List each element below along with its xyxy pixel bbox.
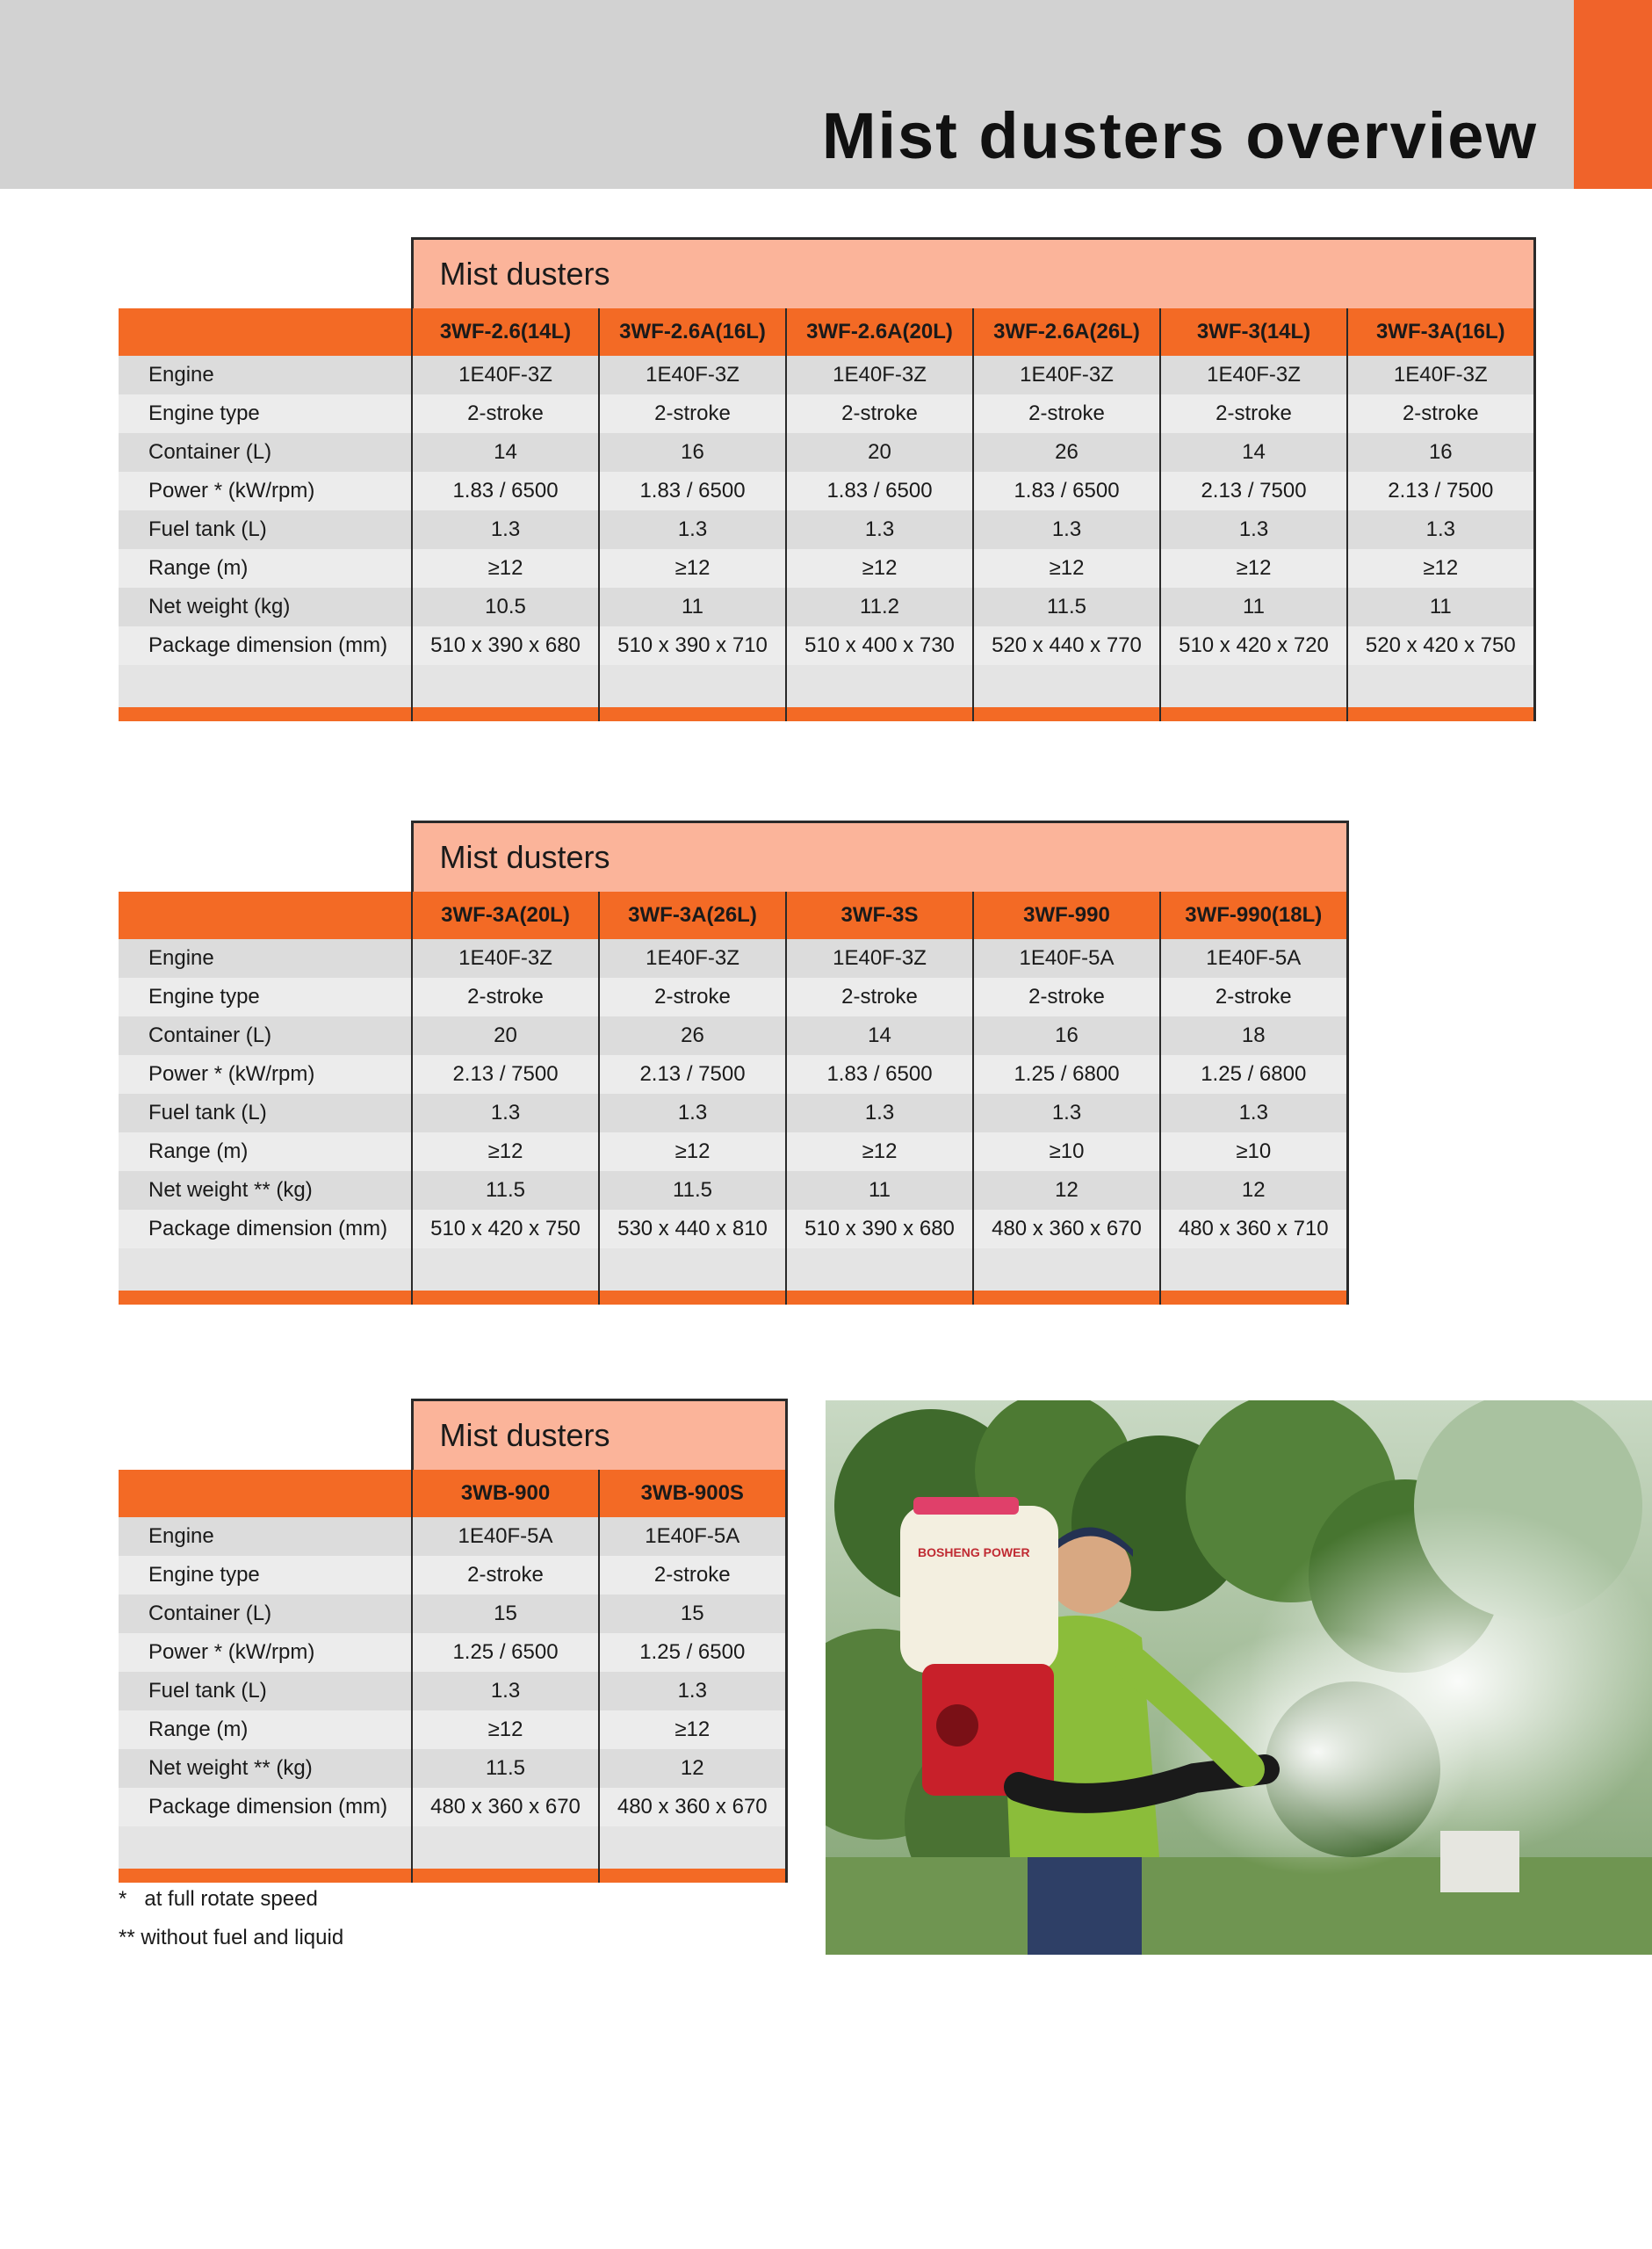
table-cell: 520 x 420 x 750 [1347,626,1534,665]
model-header: 3WF-990(18L) [1160,892,1347,939]
table-cell: 11.5 [412,1171,599,1210]
table-cell: 20 [412,1016,599,1055]
table-row [119,1749,786,1788]
table-cell: 1.83 / 6500 [599,472,786,510]
table-cell: 2-stroke [599,394,786,433]
table-cell: ≥10 [1160,1132,1347,1171]
model-header: 3WF-990 [973,892,1160,939]
row-label: Container (L) [119,1595,412,1633]
table-cell: 14 [786,1016,973,1055]
bottom-bar [119,707,1534,721]
table-cell: 1E40F-3Z [412,356,599,394]
table-row [119,356,1534,394]
table-cell: 2-stroke [973,978,1160,1016]
row-label: Engine [119,939,412,978]
table-cell: 2-stroke [599,978,786,1016]
table-cell: 2-stroke [412,1556,599,1595]
spec-table-1 [119,237,1536,721]
photo-brand-text: BOSHENG POWER [918,1545,1030,1559]
table-cell: 15 [412,1595,599,1633]
table-cell: 2-stroke [1160,978,1347,1016]
row-label: Power * (kW/rpm) [119,1633,412,1672]
table-cell: 510 x 420 x 750 [412,1210,599,1248]
table-cell: 11 [786,1171,973,1210]
table-row [119,1633,786,1672]
table-row [119,1171,1347,1210]
table-cell: ≥12 [599,549,786,588]
model-header: 3WF-3A(20L) [412,892,599,939]
table-row [119,1210,1347,1248]
table-cell: 12 [973,1171,1160,1210]
table-row [119,549,1534,588]
row-label: Container (L) [119,1016,412,1055]
table-cell: 1E40F-3Z [1347,356,1534,394]
table-cell: 2-stroke [786,394,973,433]
table-cell: 1E40F-3Z [599,939,786,978]
table-cell: 2.13 / 7500 [1160,472,1347,510]
table-cell: 1.25 / 6800 [1160,1055,1347,1094]
table-cell: 2-stroke [412,978,599,1016]
row-label: Engine type [119,1556,412,1595]
table-cell: 1E40F-3Z [786,356,973,394]
table-cell: 2.13 / 7500 [599,1055,786,1094]
table-row [119,626,1534,665]
table-cell: 1.83 / 6500 [786,1055,973,1094]
table-cell: 1E40F-5A [599,1517,786,1556]
table-cell: 1.25 / 6800 [973,1055,1160,1094]
table-cell: 1.3 [599,1672,786,1710]
row-label: Package dimension (mm) [119,1210,412,1248]
row-label: Engine [119,1517,412,1556]
table-cell: 11 [599,588,786,626]
table-cell: 1.3 [973,510,1160,549]
table-cell: 1.3 [1347,510,1534,549]
row-label: Range (m) [119,1132,412,1171]
row-label: Net weight ** (kg) [119,1171,412,1210]
blank-row [119,1248,1347,1291]
model-header: 3WB-900S [599,1470,786,1517]
table-cell: 2-stroke [1347,394,1534,433]
table-cell: 20 [786,433,973,472]
table-cell: 2-stroke [1160,394,1347,433]
table-cell: ≥12 [1347,549,1534,588]
model-header: 3WF-3A(26L) [599,892,786,939]
bottom-bar [119,1291,1347,1305]
table-cell: 1.3 [412,1672,599,1710]
model-header: 3WF-2.6A(16L) [599,308,786,356]
row-label: Package dimension (mm) [119,626,412,665]
table-cell: 11 [1347,588,1534,626]
table-row [119,1016,1347,1055]
table-cell: 2-stroke [973,394,1160,433]
row-label: Engine type [119,978,412,1016]
row-label: Fuel tank (L) [119,510,412,549]
table-cell: 1.25 / 6500 [412,1633,599,1672]
row-label: Range (m) [119,1710,412,1749]
table-cell: 14 [412,433,599,472]
table-row [119,1595,786,1633]
table-cell: 1E40F-3Z [599,356,786,394]
table-row [119,433,1534,472]
model-header: 3WF-3A(16L) [1347,308,1534,356]
table-cell: 1E40F-5A [1160,939,1347,978]
table-cell: ≥12 [786,549,973,588]
table-cell: 1E40F-3Z [412,939,599,978]
table-cell: 16 [973,1016,1160,1055]
table-cell: 1.3 [786,510,973,549]
table-cell: 1.3 [412,1094,599,1132]
table-cell: 1.83 / 6500 [412,472,599,510]
header-accent-bar [1574,0,1652,189]
spec-table-2 [119,821,1349,1305]
table-cell: 16 [1347,433,1534,472]
row-label: Net weight ** (kg) [119,1749,412,1788]
table-cell: 11 [1160,588,1347,626]
table-row [119,1710,786,1749]
table-cell: 510 x 390 x 680 [412,626,599,665]
table-cell: 520 x 440 x 770 [973,626,1160,665]
table-cell: 1.3 [786,1094,973,1132]
table-cell: ≥12 [412,549,599,588]
table-cell: 1E40F-3Z [973,356,1160,394]
table-cell: 11.2 [786,588,973,626]
table-cell: 510 x 400 x 730 [786,626,973,665]
table-cell: ≥12 [786,1132,973,1171]
blank-row [119,665,1534,707]
page-title: Mist dusters overview [821,99,1538,172]
table-cell: 1.3 [1160,1094,1347,1132]
model-header: 3WF-2.6A(20L) [786,308,973,356]
table-cell: 1.3 [973,1094,1160,1132]
table-cell: 1E40F-5A [412,1517,599,1556]
footnotes [119,1880,343,1957]
table-cell: 2-stroke [412,394,599,433]
table-cell: 1.83 / 6500 [786,472,973,510]
row-label: Power * (kW/rpm) [119,1055,412,1094]
product-photo [826,1400,1652,1955]
table-row [119,1788,786,1826]
table-cell: ≥12 [599,1132,786,1171]
table-row [119,1055,1347,1094]
table-title: Mist dusters [412,1400,786,1471]
table-cell: 480 x 360 x 670 [412,1788,599,1826]
table-row [119,1556,786,1595]
table-title: Mist dusters [412,239,1534,309]
table-cell: 11.5 [412,1749,599,1788]
table-cell: 14 [1160,433,1347,472]
table-cell: 12 [599,1749,786,1788]
table-cell: 11.5 [973,588,1160,626]
table-cell: ≥12 [973,549,1160,588]
table-cell: 1E40F-5A [973,939,1160,978]
table-cell: ≥12 [599,1710,786,1749]
table-cell: 12 [1160,1171,1347,1210]
table-cell: 10.5 [412,588,599,626]
row-label: Container (L) [119,433,412,472]
model-header: 3WF-3S [786,892,973,939]
table-cell: ≥12 [1160,549,1347,588]
table-cell: 480 x 360 x 670 [973,1210,1160,1248]
table-cell: ≥12 [412,1710,599,1749]
table-cell: 1.3 [599,1094,786,1132]
table-cell: 18 [1160,1016,1347,1055]
table-cell: 510 x 420 x 720 [1160,626,1347,665]
blank-row [119,1826,786,1869]
table-cell: 1E40F-3Z [1160,356,1347,394]
table-cell: 1E40F-3Z [786,939,973,978]
table-cell: 1.3 [412,510,599,549]
row-label: Net weight (kg) [119,588,412,626]
footnote-full-speed: * at full rotate speed [119,1887,318,1911]
spec-table-3 [119,1399,788,1883]
table-cell: 2.13 / 7500 [1347,472,1534,510]
table-cell: 1.3 [599,510,786,549]
table-cell: 510 x 390 x 710 [599,626,786,665]
table-cell: 16 [599,433,786,472]
table-row [119,1672,786,1710]
model-header: 3WF-2.6A(26L) [973,308,1160,356]
table-cell: 1.83 / 6500 [973,472,1160,510]
table-cell: 26 [599,1016,786,1055]
model-header: 3WB-900 [412,1470,599,1517]
table-row [119,939,1347,978]
row-label: Power * (kW/rpm) [119,472,412,510]
row-label: Range (m) [119,549,412,588]
table-row [119,1132,1347,1171]
row-label: Engine type [119,394,412,433]
table-cell: 11.5 [599,1171,786,1210]
table-cell: 2.13 / 7500 [412,1055,599,1094]
table-row [119,472,1534,510]
table-cell: 510 x 390 x 680 [786,1210,973,1248]
model-header: 3WF-2.6(14L) [412,308,599,356]
row-label: Fuel tank (L) [119,1672,412,1710]
table-cell: 26 [973,433,1160,472]
table-cell: 15 [599,1595,786,1633]
table-row [119,510,1534,549]
row-label: Package dimension (mm) [119,1788,412,1826]
table-cell: 2-stroke [599,1556,786,1595]
table-cell: 1.3 [1160,510,1347,549]
table-row [119,978,1347,1016]
table-cell: 480 x 360 x 670 [599,1788,786,1826]
footnote-without-fuel: ** without fuel and liquid [119,1926,344,1949]
table-row [119,1094,1347,1132]
mist-duster-photo-illustration [826,1400,1652,1955]
table-cell: ≥12 [412,1132,599,1171]
table-cell: 530 x 440 x 810 [599,1210,786,1248]
table-row [119,394,1534,433]
table-title: Mist dusters [412,822,1347,893]
row-label: Fuel tank (L) [119,1094,412,1132]
table-row [119,1517,786,1556]
model-header: 3WF-3(14L) [1160,308,1347,356]
table-row [119,588,1534,626]
table-cell: 1.25 / 6500 [599,1633,786,1672]
table-cell: ≥10 [973,1132,1160,1171]
table-cell: 2-stroke [786,978,973,1016]
table-cell: 480 x 360 x 710 [1160,1210,1347,1248]
row-label: Engine [119,356,412,394]
